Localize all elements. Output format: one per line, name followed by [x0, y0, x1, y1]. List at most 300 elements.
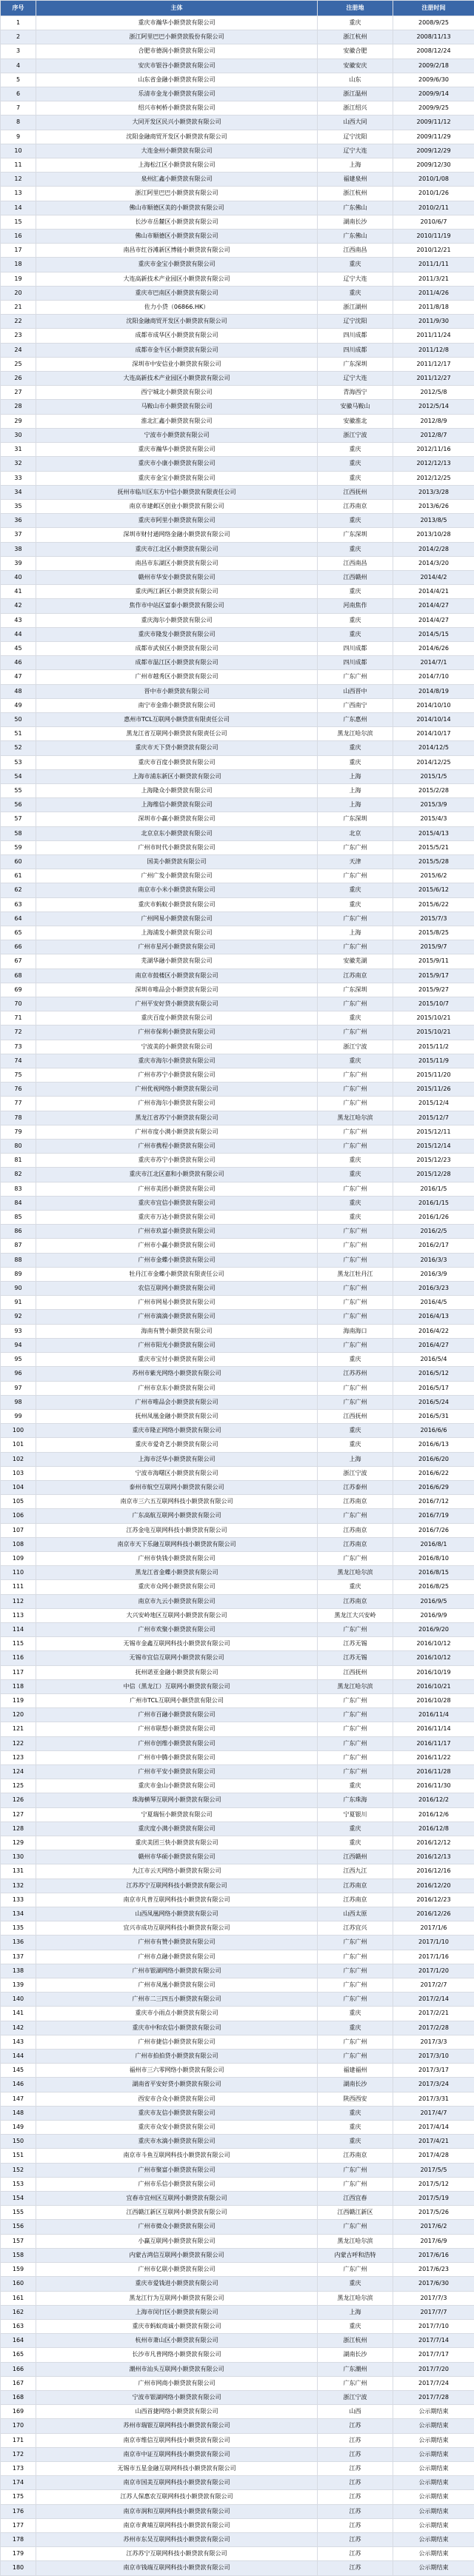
cell-entity: 合肥市德润小额贷款有限公司 — [36, 44, 318, 58]
cell-entity: 广州市滴滴小额贷款有限公司 — [36, 1310, 318, 1324]
cell-location: 上海 — [318, 926, 393, 940]
cell-entity: 黑龙江省苏宁小额贷款有限公司 — [36, 1111, 318, 1125]
cell-date: 2015/6/22 — [393, 897, 474, 911]
cell-entity: 重庆市江北区小额贷款有限公司 — [36, 542, 318, 556]
cell-entity: 芜湖华融小额贷款有限公司 — [36, 954, 318, 968]
cell-date: 2014/7/1 — [393, 656, 474, 670]
table-row — [1, 2532, 474, 2546]
cell-date: 2014/4/27 — [393, 613, 474, 627]
table-row — [1, 2078, 474, 2092]
cell-index: 93 — [1, 1324, 36, 1338]
cell-index: 97 — [1, 1381, 36, 1395]
table-row — [1, 301, 474, 315]
cell-location: 重庆 — [318, 16, 393, 30]
cell-location: 广东惠州 — [318, 712, 393, 726]
table-row — [1, 2490, 474, 2504]
cell-index: 91 — [1, 1296, 36, 1310]
cell-entity: 重庆两江新区小额贷款有限公司 — [36, 585, 318, 599]
table-row — [1, 1480, 474, 1494]
cell-index: 118 — [1, 1679, 36, 1693]
cell-entity: 淮北汇鑫小额贷款有限公司 — [36, 414, 318, 428]
table-row — [1, 1239, 474, 1253]
cell-location: 陕西西安 — [318, 2092, 393, 2106]
cell-date: 2016/3/9 — [393, 1267, 474, 1281]
cell-location: 广东广州 — [318, 1026, 393, 1040]
cell-index: 75 — [1, 1068, 36, 1083]
cell-location: 黑龙江大兴安岭 — [318, 1608, 393, 1622]
cell-index: 20 — [1, 286, 36, 300]
cell-entity: 上海市闵行区小额贷款有限公司 — [36, 2305, 318, 2319]
cell-location: 江西抚州 — [318, 485, 393, 499]
cell-date: 2016/12/26 — [393, 1907, 474, 1921]
table-row — [1, 1551, 474, 1565]
cell-index: 110 — [1, 1566, 36, 1580]
cell-date: 2013/6/26 — [393, 499, 474, 513]
cell-location: 上海 — [318, 798, 393, 812]
cell-location: 江苏 — [318, 2461, 393, 2475]
table-row — [1, 2106, 474, 2120]
cell-date: 2012/8/7 — [393, 428, 474, 442]
cell-index: 9 — [1, 130, 36, 144]
cell-entity: 重庆市小康小额贷款有限公司 — [36, 457, 318, 471]
cell-index: 103 — [1, 1466, 36, 1480]
table-row — [1, 670, 474, 684]
cell-date: 2017/6/30 — [393, 2277, 474, 2291]
table-row — [1, 1594, 474, 1608]
table-row — [1, 1580, 474, 1594]
cell-index: 43 — [1, 613, 36, 627]
cell-index: 67 — [1, 954, 36, 968]
cell-date: 2017/2/7 — [393, 1978, 474, 1993]
cell-entity: 大连金州小额贷款有限公司 — [36, 144, 318, 158]
table-row — [1, 2547, 474, 2561]
cell-index: 54 — [1, 769, 36, 783]
cell-date: 2012/12/25 — [393, 471, 474, 485]
table-row — [1, 1296, 474, 1310]
cell-index: 162 — [1, 2305, 36, 2319]
cell-entity: 南昌市东湖区小额贷款有限公司 — [36, 556, 318, 570]
cell-index: 59 — [1, 840, 36, 854]
cell-date: 2016/6/13 — [393, 1438, 474, 1452]
table-header — [1, 1, 474, 16]
cell-entity: 沈阳金融商贸开发区小额贷款有限公司 — [36, 315, 318, 329]
cell-index: 85 — [1, 1211, 36, 1225]
cell-location: 安徽合肥 — [318, 44, 393, 58]
cell-date: 2016/10/19 — [393, 1665, 474, 1679]
cell-location: 浙江宁波 — [318, 2390, 393, 2404]
cell-location: 重庆 — [318, 1054, 393, 1068]
cell-entity: 宁波市小额贷款有限公司 — [36, 428, 318, 442]
table-row — [1, 386, 474, 400]
cell-location: 河南焦作 — [318, 599, 393, 613]
table-row — [1, 2476, 474, 2490]
cell-location: 江苏泰州 — [318, 1480, 393, 1494]
cell-location: 山西 — [318, 2405, 393, 2419]
cell-entity: 上海松江区小额贷款有限公司 — [36, 158, 318, 173]
cell-location: 黑龙江哈尔滨 — [318, 2234, 393, 2248]
cell-entity: 广州市网商小额贷款有限公司 — [36, 2376, 318, 2390]
cell-entity: 抚州凤凰金融小额贷款有限公司 — [36, 1409, 318, 1423]
cell-index: 66 — [1, 940, 36, 954]
table-row — [1, 158, 474, 173]
cell-entity: 上海维信小额贷款有限公司 — [36, 798, 318, 812]
cell-date: 2015/7/3 — [393, 911, 474, 926]
cell-index: 152 — [1, 2163, 36, 2177]
cell-date: 2015/12/4 — [393, 1097, 474, 1111]
cell-date: 2016/7/19 — [393, 1509, 474, 1523]
cell-location: 广东深圳 — [318, 983, 393, 997]
table-row — [1, 2092, 474, 2106]
cell-entity: 重庆市隆正网络小额贷款有限公司 — [36, 1424, 318, 1438]
cell-entity: 江西赣江新区互联网小额贷款有限公司 — [36, 2206, 318, 2220]
cell-date: 2015/4/3 — [393, 812, 474, 826]
cell-index: 81 — [1, 1154, 36, 1168]
cell-index: 122 — [1, 1736, 36, 1750]
cell-location: 广东广州 — [318, 997, 393, 1011]
cell-date: 公示期结束 — [393, 2561, 474, 2575]
table-row — [1, 16, 474, 30]
cell-location: 广东广州 — [318, 2220, 393, 2234]
cell-index: 71 — [1, 1011, 36, 1026]
cell-date: 2016/11/4 — [393, 1708, 474, 1722]
cell-location: 广东广州 — [318, 1708, 393, 1722]
table-row — [1, 187, 474, 201]
cell-location: 山西太原 — [318, 1907, 393, 1921]
cell-date: 公示期结束 — [393, 2532, 474, 2546]
cell-entity: 广州市微众小额贷款有限公司 — [36, 2220, 318, 2234]
cell-date: 2015/6/12 — [393, 883, 474, 897]
cell-index: 40 — [1, 570, 36, 584]
cell-entity: 重庆市瀚华小额贷款有限公司 — [36, 16, 318, 30]
cell-entity: 广州市创维小额贷款有限公司 — [36, 1736, 318, 1750]
table-row — [1, 87, 474, 101]
cell-index: 154 — [1, 2192, 36, 2206]
cell-index: 124 — [1, 1764, 36, 1779]
cell-location: 江苏 — [318, 2518, 393, 2532]
cell-index: 128 — [1, 1821, 36, 1836]
cell-location: 江苏 — [318, 2532, 393, 2546]
table-row — [1, 2390, 474, 2404]
cell-entity: 重庆市海尔小额贷款有限公司 — [36, 1054, 318, 1068]
col-header-index: 序号 — [1, 1, 36, 16]
cell-location: 四川成都 — [318, 329, 393, 343]
table-row — [1, 1779, 474, 1793]
cell-date: 2014/4/27 — [393, 599, 474, 613]
cell-date: 公示期结束 — [393, 2419, 474, 2433]
cell-date: 2017/3/10 — [393, 2050, 474, 2064]
cell-date: 2014/10/14 — [393, 712, 474, 726]
cell-entity: 大同开发区民兴小额贷款有限公司 — [36, 116, 318, 130]
cell-location: 江苏南京 — [318, 968, 393, 983]
cell-entity: 赣州市华硕小额贷款有限公司 — [36, 1850, 318, 1864]
cell-location: 广东广州 — [318, 869, 393, 883]
cell-index: 136 — [1, 1936, 36, 1950]
cell-location: 浙江宁波 — [318, 428, 393, 442]
cell-index: 60 — [1, 854, 36, 869]
cell-entity: 海南有赞小额贷款有限公司 — [36, 1324, 318, 1338]
cell-location: 重庆 — [318, 2277, 393, 2291]
cell-date: 2016/8/1 — [393, 1537, 474, 1551]
cell-location: 江苏苏州 — [318, 1367, 393, 1381]
cell-date: 2011/4/26 — [393, 286, 474, 300]
cell-date: 2017/4/7 — [393, 2106, 474, 2120]
cell-location: 江西宜春 — [318, 2192, 393, 2206]
cell-index: 127 — [1, 1807, 36, 1821]
cell-entity: 广州广发小额贷款有限公司 — [36, 869, 318, 883]
table-row — [1, 372, 474, 386]
cell-location: 广东广州 — [318, 940, 393, 954]
cell-entity: 抚州诺亚金融小额贷款有限公司 — [36, 1665, 318, 1679]
cell-entity: 小赢互联网小额贷款有限公司 — [36, 2234, 318, 2248]
cell-location: 广东广州 — [318, 1068, 393, 1083]
cell-index: 111 — [1, 1580, 36, 1594]
cell-entity: 江苏苏宁互联网科技小额贷款有限公司 — [36, 1879, 318, 1893]
cell-index: 21 — [1, 301, 36, 315]
cell-location: 广东广州 — [318, 1381, 393, 1395]
cell-location: 四川成都 — [318, 343, 393, 357]
cell-date: 2016/9/5 — [393, 1594, 474, 1608]
cell-date: 2016/12/8 — [393, 1821, 474, 1836]
cell-location: 浙江杭州 — [318, 187, 393, 201]
cell-date: 2011/12/8 — [393, 343, 474, 357]
cell-location: 辽宁沈阳 — [318, 130, 393, 144]
cell-index: 32 — [1, 457, 36, 471]
table-row — [1, 2334, 474, 2348]
cell-date: 2016/5/24 — [393, 1395, 474, 1409]
cell-location: 浙江温州 — [318, 87, 393, 101]
cell-entity: 广州市度小满小额贷款有限公司 — [36, 1125, 318, 1139]
cell-entity: 重庆市水滴小额贷款有限公司 — [36, 2135, 318, 2149]
cell-location: 广东广州 — [318, 1736, 393, 1750]
table-row — [1, 400, 474, 414]
cell-date: 2015/12/7 — [393, 1111, 474, 1125]
cell-location: 重庆 — [318, 514, 393, 528]
cell-index: 78 — [1, 1111, 36, 1125]
cell-entity: 广州市网易小额贷款有限公司 — [36, 1296, 318, 1310]
cell-date: 2016/3/3 — [393, 1253, 474, 1267]
cell-date: 2015/9/7 — [393, 940, 474, 954]
cell-entity: 上海市泛华小额贷款有限公司 — [36, 1452, 318, 1466]
cell-date: 2015/12/11 — [393, 1125, 474, 1139]
cell-index: 165 — [1, 2348, 36, 2362]
cell-entity: 浙江阿里巴巴小额贷款有限公司 — [36, 187, 318, 201]
table-row — [1, 144, 474, 158]
cell-date: 2017/1/6 — [393, 1921, 474, 1936]
cell-date: 2009/9/25 — [393, 101, 474, 116]
cell-date: 2009/12/30 — [393, 158, 474, 173]
cell-entity: 重庆市金宝小额贷款有限公司 — [36, 471, 318, 485]
cell-index: 139 — [1, 1978, 36, 1993]
cell-entity: 重庆市隆发小额贷款有限公司 — [36, 627, 318, 641]
cell-index: 130 — [1, 1850, 36, 1864]
cell-location: 重庆 — [318, 1580, 393, 1594]
table-row — [1, 116, 474, 130]
cell-entity: 苏州市紫光网络小额贷款有限公司 — [36, 1367, 318, 1381]
cell-entity: 广州市聚富小额贷款有限公司 — [36, 2163, 318, 2177]
cell-entity: 上海隆众小额贷款有限公司 — [36, 783, 318, 797]
cell-location: 山西晋中 — [318, 684, 393, 698]
cell-location: 广东广州 — [318, 1097, 393, 1111]
table-row — [1, 1651, 474, 1665]
cell-location: 福建泉州 — [318, 173, 393, 187]
table-row — [1, 2248, 474, 2262]
table-row — [1, 73, 474, 87]
cell-index: 63 — [1, 897, 36, 911]
cell-entity: 广州市唯品会小额贷款有限公司 — [36, 1395, 318, 1409]
cell-location: 重庆 — [318, 2021, 393, 2035]
cell-index: 42 — [1, 599, 36, 613]
cell-entity: 抚州市临川区东方中信小额贷款有限责任公司 — [36, 485, 318, 499]
cell-location: 广东广州 — [318, 2163, 393, 2177]
cell-location: 北京 — [318, 826, 393, 840]
cell-index: 1 — [1, 16, 36, 30]
cell-location: 浙江杭州 — [318, 2334, 393, 2348]
table-row — [1, 1693, 474, 1707]
cell-date: 2015/4/13 — [393, 826, 474, 840]
cell-location: 重庆 — [318, 542, 393, 556]
cell-index: 174 — [1, 2476, 36, 2490]
table-row — [1, 1353, 474, 1367]
table-row — [1, 1679, 474, 1693]
cell-index: 129 — [1, 1836, 36, 1850]
cell-date: 2010/1/26 — [393, 187, 474, 201]
cell-entity: 广州市平安小额贷款有限公司 — [36, 1764, 318, 1779]
cell-date: 2014/6/26 — [393, 641, 474, 655]
cell-date: 2016/12/13 — [393, 1850, 474, 1864]
cell-index: 92 — [1, 1310, 36, 1324]
cell-index: 158 — [1, 2248, 36, 2262]
cell-index: 17 — [1, 244, 36, 258]
cell-entity: 广州市海尔小额贷款有限公司 — [36, 1097, 318, 1111]
cell-entity: 黑龙江省互联网小额贷款有限责任公司 — [36, 727, 318, 741]
table-row — [1, 1879, 474, 1893]
cell-location: 重庆 — [318, 1836, 393, 1850]
cell-date: 2015/9/17 — [393, 968, 474, 983]
cell-index: 37 — [1, 528, 36, 542]
cell-entity: 南京市建邺区创业小额贷款有限公司 — [36, 499, 318, 513]
table-row — [1, 44, 474, 58]
cell-date: 2015/9/11 — [393, 954, 474, 968]
cell-date: 2014/3/20 — [393, 556, 474, 570]
cell-index: 79 — [1, 1125, 36, 1139]
cell-index: 83 — [1, 1182, 36, 1196]
cell-location: 江西九江 — [318, 1864, 393, 1879]
table-row — [1, 954, 474, 968]
cell-location: 广东广州 — [318, 1225, 393, 1239]
cell-location: 江西赣州 — [318, 1850, 393, 1864]
cell-entity: 沈阳金融商贸开发区小额贷款有限公司 — [36, 130, 318, 144]
cell-entity: 苏州市瑞银互联网科技小额贷款有限公司 — [36, 2419, 318, 2433]
cell-location: 广东深圳 — [318, 357, 393, 371]
table-row — [1, 627, 474, 641]
cell-entity: 泰州市航空互联网小额贷款有限公司 — [36, 1480, 318, 1494]
table-row — [1, 258, 474, 272]
cell-date: 2011/9/30 — [393, 315, 474, 329]
cell-date: 2016/1/26 — [393, 1211, 474, 1225]
cell-location: 广东广州 — [318, 1125, 393, 1139]
cell-index: 178 — [1, 2532, 36, 2546]
table-row — [1, 2163, 474, 2177]
cell-date: 2017/1/20 — [393, 1964, 474, 1978]
cell-entity: 广州市联想小额贷款有限公司 — [36, 1722, 318, 1736]
cell-entity: 重庆市爱奇艺小额贷款有限公司 — [36, 1438, 318, 1452]
cell-date: 2016/2/5 — [393, 1225, 474, 1239]
cell-location: 重庆 — [318, 741, 393, 755]
cell-index: 77 — [1, 1097, 36, 1111]
cell-entity: 广州市TCL互联网小额贷款有限公司 — [36, 1693, 318, 1707]
cell-entity: 牡丹江市金蝶小额贷款有限责任公司 — [36, 1267, 318, 1281]
cell-entity: 苏州市东吴互联网科技小额贷款有限公司 — [36, 2532, 318, 2546]
cell-date: 2009/9/14 — [393, 87, 474, 101]
cell-location: 安徽芜湖 — [318, 954, 393, 968]
cell-entity: 湖南省平安好贷小额贷款有限公司 — [36, 2078, 318, 2092]
cell-date: 2017/7/14 — [393, 2334, 474, 2348]
cell-entity: 重庆市巴南区小额贷款有限公司 — [36, 286, 318, 300]
cell-index: 177 — [1, 2518, 36, 2532]
cell-location: 黑龙江哈尔滨 — [318, 1566, 393, 1580]
cell-date: 2016/6/20 — [393, 1452, 474, 1466]
cell-date: 2017/4/14 — [393, 2121, 474, 2135]
table-row — [1, 1907, 474, 1921]
cell-date: 公示期结束 — [393, 2504, 474, 2518]
cell-date: 2017/3/31 — [393, 2092, 474, 2106]
cell-location: 重庆 — [318, 2007, 393, 2021]
cell-location: 重庆 — [318, 2135, 393, 2149]
table-body — [1, 16, 474, 2576]
table-row — [1, 2405, 474, 2419]
table-row — [1, 926, 474, 940]
cell-index: 23 — [1, 329, 36, 343]
cell-location: 广东广州 — [318, 1936, 393, 1950]
cell-location: 重庆 — [318, 1154, 393, 1168]
cell-date: 2016/11/17 — [393, 1736, 474, 1750]
cell-location: 广东珠海 — [318, 1793, 393, 1807]
cell-date: 2016/9/9 — [393, 1608, 474, 1622]
table-row — [1, 329, 474, 343]
cell-date: 2017/7/17 — [393, 2348, 474, 2362]
cell-index: 49 — [1, 698, 36, 712]
cell-location: 重庆 — [318, 1196, 393, 1210]
table-row — [1, 1637, 474, 1651]
cell-entity: 南昌市红谷滩新区博能小额贷款有限公司 — [36, 244, 318, 258]
cell-index: 138 — [1, 1964, 36, 1978]
table-row — [1, 2234, 474, 2248]
cell-location: 江西抚州 — [318, 1409, 393, 1423]
cell-entity: 宜春市宜州区互联网小额贷款有限公司 — [36, 2192, 318, 2206]
cell-entity: 山西首捷网络小额贷款有限公司 — [36, 2405, 318, 2419]
table-row — [1, 2419, 474, 2433]
table-row — [1, 840, 474, 854]
cell-entity: 马鞍山市小额贷款有限公司 — [36, 400, 318, 414]
cell-entity: 泉州汇鑫小额贷款有限公司 — [36, 173, 318, 187]
cell-entity: 南京市凡普互联网科技小额贷款有限公司 — [36, 1893, 318, 1907]
cell-date: 2015/11/2 — [393, 1040, 474, 1054]
cell-date: 2012/12/13 — [393, 457, 474, 471]
cell-date: 2014/10/17 — [393, 727, 474, 741]
table-row — [1, 2135, 474, 2149]
table-row — [1, 1708, 474, 1722]
cell-location: 浙江绍兴 — [318, 101, 393, 116]
table-row — [1, 1964, 474, 1978]
cell-index: 116 — [1, 1651, 36, 1665]
cell-index: 73 — [1, 1040, 36, 1054]
cell-location: 广东广州 — [318, 1338, 393, 1352]
cell-location: 广东广州 — [318, 1140, 393, 1154]
cell-entity: 北京京东小额贷款有限公司 — [36, 826, 318, 840]
cell-entity: 西安市合众小额贷款有限公司 — [36, 2092, 318, 2106]
cell-date: 2016/10/28 — [393, 1693, 474, 1707]
cell-date: 2015/5/21 — [393, 840, 474, 854]
